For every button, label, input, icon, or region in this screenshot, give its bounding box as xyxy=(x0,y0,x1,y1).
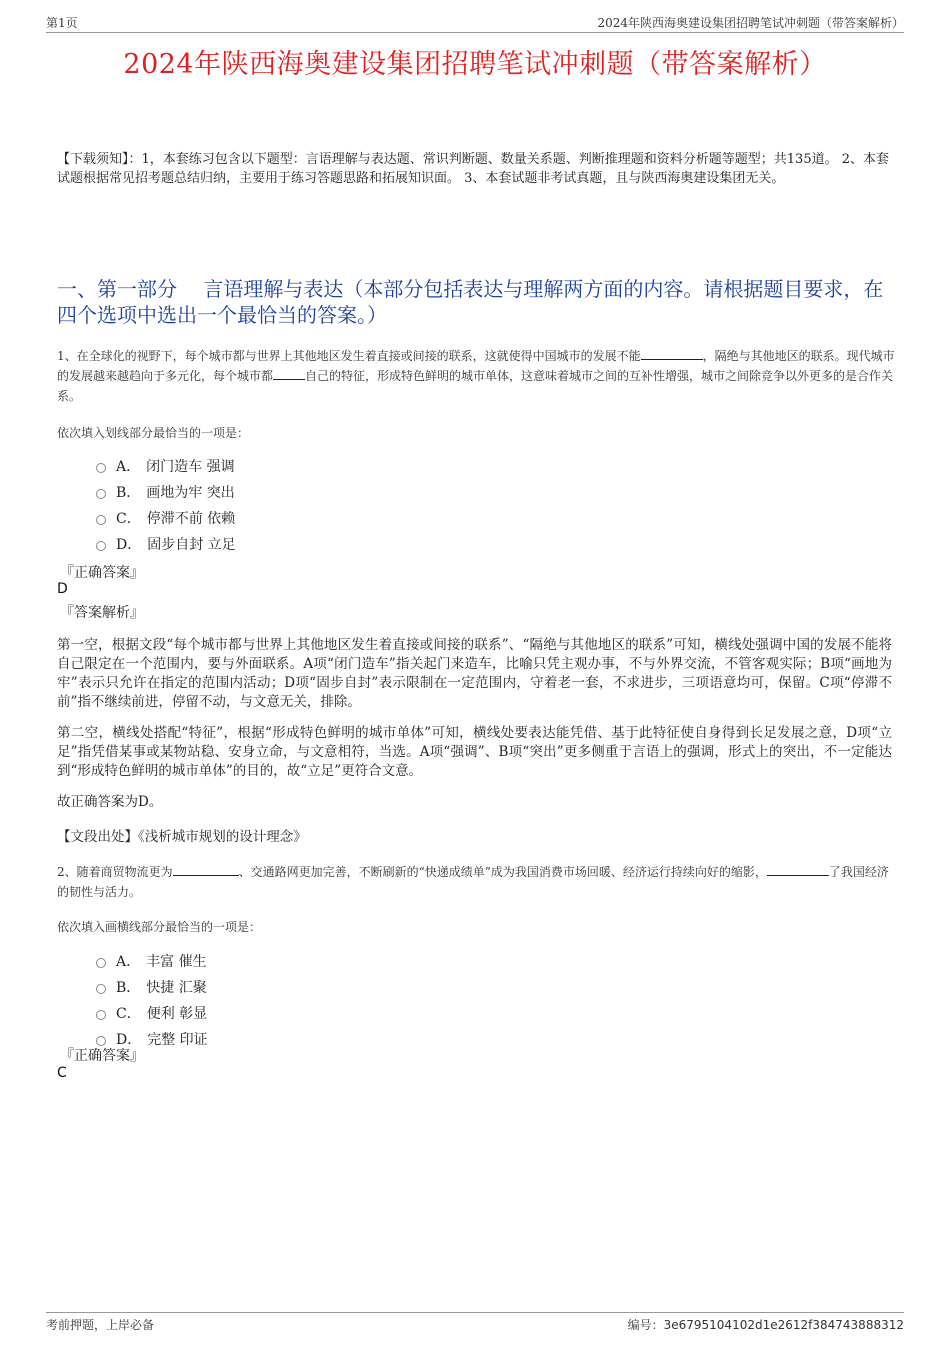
answer-value: D xyxy=(57,581,68,597)
option-a[interactable]: A． 丰富 催生 xyxy=(96,948,208,974)
radio-icon[interactable] xyxy=(96,463,106,473)
question-1-instruction: 依次填入划线部分最恰当的一项是： xyxy=(57,426,250,440)
analysis-label: 『答案解析』 xyxy=(60,605,144,621)
option-c[interactable]: C． 停滞不前 依赖 xyxy=(96,505,236,531)
analysis-paragraph-2: 第二空，横线处搭配“特征”，根据“形成特色鲜明的城市单体”可知，横线处要表达能凭借、基于此特征使自身得到长足发展之意，D项“立足”指凭借某事或某物站稳、安身立命，与文意相符，当选。A项“强调”、B项“突出”更多侧重于言语上的强调，形式上的突出，不一定能达到“形成特色鲜明的城市单体”的目的，故“立足”更符合文意。 xyxy=(57,725,892,779)
question-2-instruction: 依次填入画横线部分最恰当的一项是： xyxy=(57,920,262,934)
analysis-conclusion: 故正确答案为D。 xyxy=(57,794,163,810)
download-notice: 【下载须知】：1，本套练习包含以下题型：言语理解与表达题、常识判断题、数量关系题、判断推理题和资料分析题等题型；共135道。 2、本套试题根据常见招考题总结归纳，主要用于练习答题思路和拓展知识面。 3、本套试题非考试真题，且与陕西海奥建设集团无关。 xyxy=(57,152,889,186)
radio-icon[interactable] xyxy=(96,541,106,551)
option-a[interactable]: A． 闭门造车 强调 xyxy=(96,453,236,479)
footer-id: 编号：3e6795104102d1e2612f384743888312 xyxy=(627,1318,904,1332)
option-d[interactable]: D． 完整 印证 xyxy=(96,1026,208,1052)
radio-icon[interactable] xyxy=(96,1010,106,1020)
blank-line xyxy=(767,863,829,876)
option-b[interactable]: B． 画地为牢 突出 xyxy=(96,479,236,505)
question-1-text: 1、在全球化的视野下，每个城市都与世界上其他地区发生着直接或间接的联系，这就使得中国城市的发展不能 ，隔绝与其他地区的联系。现代城市的发展越来越趋向于多元化，每个城市都 自己的特征，形成特色鲜明的城市单体，这意味着城市之间的互补性增强，城市之间除竞争以外更多的是合作关系。 xyxy=(57,349,895,403)
option-d[interactable]: D． 固步自封 立足 xyxy=(96,531,236,557)
page-number: 第1页 xyxy=(46,16,78,30)
question-2-text: 2、随着商贸物流更为 、交通路网更加完善，不断刷新的“快递成绩单”成为我国消费市场回暖、经济运行持续向好的缩影， 了我国经济的韧性与活力。 xyxy=(57,865,889,899)
blank-line xyxy=(273,367,305,380)
page-footer xyxy=(46,1312,904,1333)
option-b[interactable]: B． 快捷 汇聚 xyxy=(96,974,208,1000)
footer-slogan: 考前押题，上岸必备 xyxy=(46,1318,155,1332)
question-1-options xyxy=(96,453,236,557)
answer-label: 『正确答案』 xyxy=(60,565,144,581)
analysis-paragraph-1: 第一空，根据文段“每个城市都与世界上其他地区发生着直接或间接的联系”、“隔绝与其他地区的联系”可知，横线处强调中国的发展不能将自己限定在一个范围内，要与外面联系。A项“闭门造车”指关起门来造车，比喻只凭主观办事，不与外界交流，不管客观实际；B项“画地为牢”表示只允许在指定的范围内活动；D项“固步自封”表示限制在一定范围内，守着老一套，不求进步，三项语意均可，保留。C项“停滞不前”指不继续前进，停留不动，与文意无关，排除。 xyxy=(57,637,892,710)
option-c[interactable]: C． 便利 彰显 xyxy=(96,1000,208,1026)
page-header xyxy=(46,14,904,33)
answer-value: C xyxy=(57,1065,67,1081)
question-2-options xyxy=(96,948,208,1052)
section-heading: 一、第一部分 言语理解与表达（本部分包括表达与理解两方面的内容。请根据题目要求，在四个选项中选出一个最恰当的答案。） xyxy=(57,277,884,327)
passage-source: 【文段出处】《浅析城市规划的设计理念》 xyxy=(57,829,307,845)
radio-icon[interactable] xyxy=(96,515,106,525)
radio-icon[interactable] xyxy=(96,489,106,499)
document-title: 2024年陕西海奥建设集团招聘笔试冲刺题（带答案解析） xyxy=(123,49,827,80)
answer-label: 『正确答案』 xyxy=(60,1048,144,1064)
radio-icon[interactable] xyxy=(96,984,106,994)
blank-line xyxy=(641,347,703,360)
header-doc-title: 2024年陕西海奥建设集团招聘笔试冲刺题（带答案解析） xyxy=(597,16,904,30)
blank-line xyxy=(173,863,239,876)
radio-icon[interactable] xyxy=(96,958,106,968)
